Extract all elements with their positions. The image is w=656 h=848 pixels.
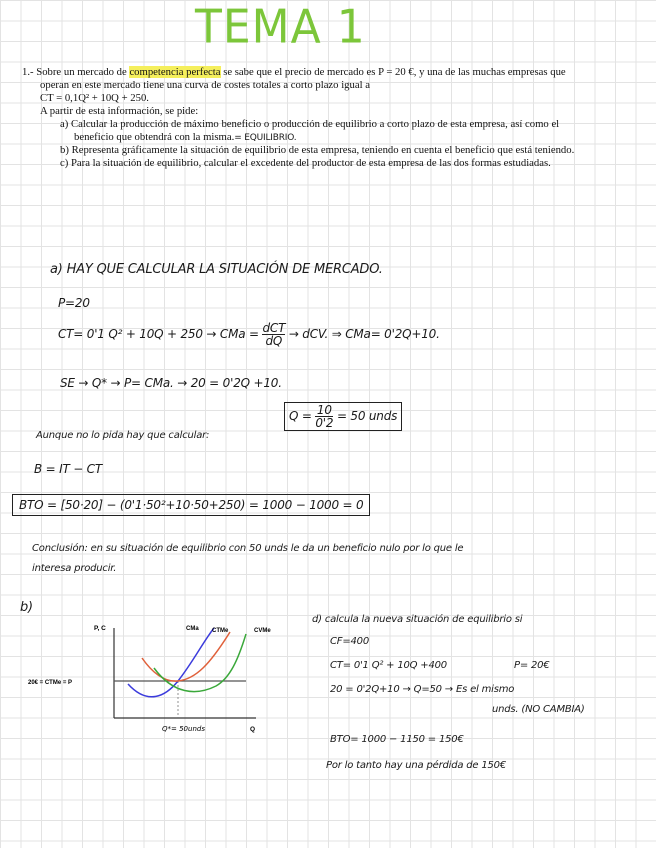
- y-axis-label: P, C: [94, 625, 106, 632]
- derivative-denominator: dQ: [265, 334, 283, 348]
- d-line-2: CF=400: [330, 636, 370, 647]
- problem-intro-paragraph: [22, 66, 592, 92]
- aunque-note: Aunque no lo pida hay que calcular:: [36, 430, 210, 441]
- d-line-6: BTO= 1000 − 1150 = 150€: [330, 734, 464, 745]
- conclusion-line-1: Conclusión: en su situación de equilibrio con 50 unds le da un beneficio nulo por lo que le: [32, 543, 464, 554]
- cost-equation: CT = 0,1Q² + 10Q + 250.: [40, 91, 149, 104]
- question-a-text: a) Calcular la producción de máximo beneficio o producción de equilibrio a corto plazo de esta empresa, así como el beneficio que obtendrá con la misma.: [60, 117, 560, 143]
- ct-derivation-tail: → dCV. ⇒ CMa= 0'2Q+10.: [288, 327, 440, 341]
- equilibrium-condition: SE → Q* → P= CMa. → 20 = 0'2Q +10.: [60, 376, 282, 390]
- cma-label: CMa: [186, 626, 199, 632]
- equilibrium-graph: [28, 618, 288, 738]
- derivative-fraction: [262, 322, 285, 347]
- q-label: Q =: [289, 409, 312, 423]
- statement-post: se sabe que el precio de mercado es P = 20 €, y una de las muchas empresas que operan en este mercado tiene una curva de costes totales a corto plazo igual a: [40, 66, 566, 91]
- d-line-4: 20 = 0'2Q+10 → Q=50 → Es el mismo: [330, 684, 515, 695]
- question-a: [22, 118, 592, 145]
- ctme-curve: [142, 632, 230, 681]
- highlight-competencia-perfecta: competencia perfecta: [129, 66, 221, 78]
- cvme-label: CVMe: [254, 628, 271, 634]
- question-c: c) Para la situación de equilibrio, calcular el excedente del productor de esta empresa de las dos formas estudiadas.: [60, 157, 551, 170]
- b-label: b): [20, 600, 33, 615]
- question-b: b) Representa gráficamente la situación de equilibrio de esta empresa, teniendo en cuenta el beneficio que está teniendo.: [60, 144, 575, 157]
- q-result: = 50 unds: [336, 409, 398, 423]
- cma-curve: [128, 628, 214, 697]
- derivative-numerator: dCT: [262, 321, 286, 335]
- ctme-label: CTMe: [212, 628, 229, 634]
- price-value: P=20: [58, 296, 90, 310]
- q-result-box: [284, 402, 402, 431]
- q-denominator: 0'2: [315, 416, 334, 430]
- bto-calculation: BTO = [50·20] − (0'1·50²+10·50+250) = 1000 − 1000 = 0: [12, 494, 370, 516]
- page-title: TEMA 1: [195, 0, 366, 55]
- ct-line: CT= 0'1 Q² + 10Q + 250 → CMa =: [58, 327, 259, 341]
- conclusion-line-2: interesa producir.: [32, 563, 117, 574]
- d-line-3a: CT= 0'1 Q² + 10Q +400: [330, 660, 447, 671]
- problem-intro: A partir de esta información, se pide:: [40, 104, 199, 117]
- cvme-curve: [154, 634, 246, 692]
- x-axis-label: Q: [250, 726, 256, 733]
- d-line-3b: P= 20€: [514, 660, 550, 671]
- q-fraction: [315, 404, 333, 429]
- statement-pre: 1.- Sobre un mercado de: [22, 66, 130, 78]
- ct-derivation: [58, 322, 440, 347]
- d-line-7: Por lo tanto hay una pérdida de 150€: [326, 760, 506, 771]
- price-label: 20€ = CTMe = P: [28, 680, 73, 686]
- d-line-1: d) calcula la nueva situación de equilibrio si: [312, 614, 523, 625]
- benefit-definition: B = IT − CT: [34, 462, 102, 476]
- q-numerator: 10: [316, 403, 332, 417]
- d-line-5: unds. (NO CAMBIA): [492, 704, 585, 715]
- problem-statement: [22, 66, 592, 170]
- question-a-note: = EQUILIBRIO.: [234, 132, 297, 143]
- q-equilibrium-label: Q*= 50unds: [162, 725, 205, 733]
- a-heading: a) HAY QUE CALCULAR LA SITUACIÓN DE MERCADO.: [50, 262, 383, 277]
